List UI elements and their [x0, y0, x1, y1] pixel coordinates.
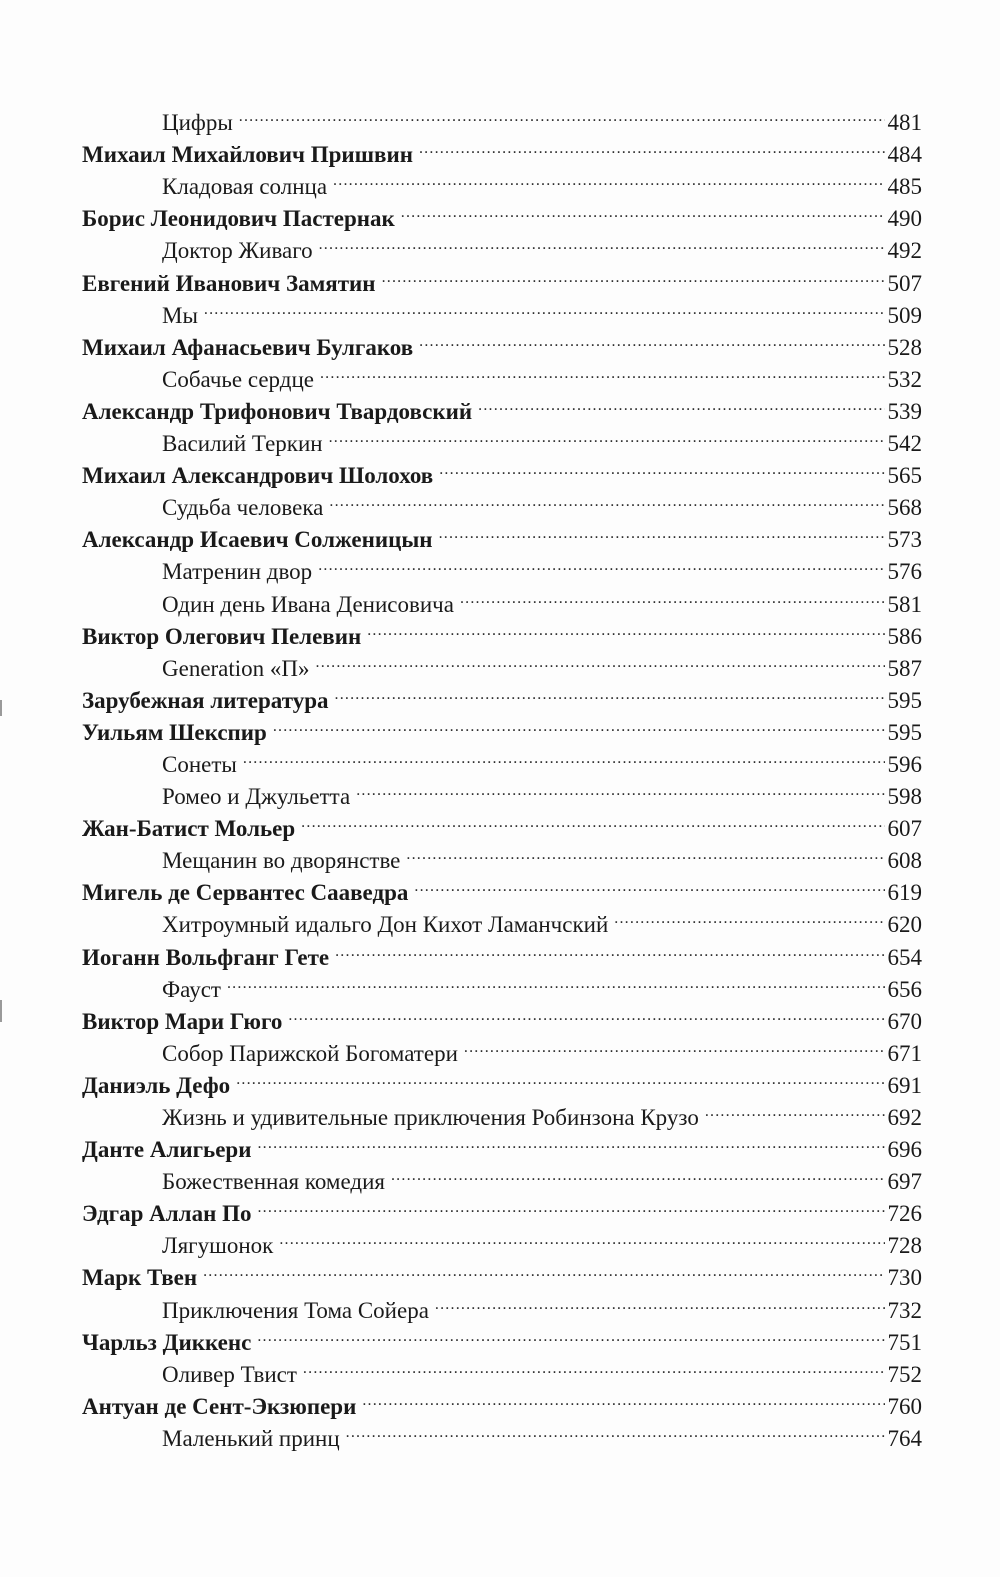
- entry-page-number: 608: [887, 848, 922, 874]
- entry-title: Мы: [162, 302, 198, 328]
- entry-title: Александр Исаевич Солженицын: [82, 527, 433, 553]
- entry-page-number: 576: [887, 559, 922, 585]
- entry-title: Судьба человека: [162, 495, 324, 521]
- entry-page-number: 620: [887, 912, 922, 938]
- entry-title: Уильям Шекспир: [82, 719, 267, 745]
- entry-title: Доктор Живаго: [162, 238, 313, 264]
- entry-title: Сонеты: [162, 751, 237, 777]
- entry-page-number: 587: [887, 655, 922, 681]
- entry-page-number: 581: [887, 591, 922, 617]
- entry-title: Виктор Олегович Пелевин: [82, 623, 362, 649]
- entry-title: Generation «П»: [162, 655, 310, 681]
- toc-work-entry: [82, 1285, 922, 1323]
- dot-leader: [401, 194, 885, 226]
- entry-title: Хитроумный идальго Дон Кихот Ламанчский: [162, 912, 609, 938]
- entry-title: Михаил Афанасьевич Булгаков: [82, 334, 414, 360]
- dot-leader: [236, 1061, 884, 1093]
- dot-leader: [204, 291, 885, 323]
- dot-leader: [333, 162, 884, 194]
- toc-author-entry: [82, 323, 922, 360]
- entry-page-number: 484: [887, 142, 922, 168]
- entry-page-number: 595: [887, 687, 922, 713]
- dot-leader: [614, 900, 884, 932]
- entry-title: Марк Твен: [82, 1265, 198, 1291]
- entry-title: Евгений Иванович Замятин: [82, 270, 376, 296]
- entry-page-number: 692: [887, 1105, 922, 1130]
- entry-page-number: 760: [887, 1393, 922, 1419]
- entry-page-number: 696: [887, 1137, 922, 1163]
- dot-leader: [439, 515, 885, 547]
- entry-title: Цифры: [162, 110, 233, 136]
- entry-title: Собор Парижской Богоматери: [162, 1040, 458, 1066]
- dot-leader: [419, 130, 885, 162]
- entry-page-number: 490: [887, 206, 922, 232]
- entry-page-number: 691: [887, 1072, 922, 1098]
- entry-page-number: 539: [887, 398, 922, 424]
- entry-page-number: 671: [887, 1040, 922, 1066]
- entry-page-number: 492: [887, 238, 922, 264]
- entry-title: Мигель де Сервантес Сааведра: [82, 880, 409, 906]
- scan-margin-mark: [0, 1000, 2, 1022]
- dot-leader: [419, 323, 884, 355]
- entry-page-number: 697: [887, 1169, 922, 1195]
- entry-title: Александр Трифонович Твардовский: [82, 398, 473, 424]
- dot-leader: [705, 1093, 885, 1125]
- dot-leader: [414, 868, 884, 900]
- entry-page-number: 481: [887, 110, 922, 136]
- toc-author-entry: [82, 1253, 922, 1291]
- entry-title: Иоганн Вольфганг Гете: [82, 944, 330, 970]
- dot-leader: [439, 451, 884, 483]
- dot-leader: [478, 387, 884, 419]
- entry-title: Приключения Тома Сойера: [162, 1297, 429, 1323]
- entry-page-number: 607: [887, 816, 922, 842]
- entry-title: Маленький принц: [162, 1425, 340, 1451]
- dot-leader: [435, 1285, 885, 1317]
- dot-leader: [382, 258, 885, 290]
- entry-page-number: 656: [887, 976, 922, 1002]
- dot-leader: [257, 1318, 884, 1350]
- entry-page-number: 542: [887, 431, 922, 457]
- entry-page-number: 528: [887, 334, 922, 360]
- entry-title: Фауст: [162, 976, 221, 1002]
- dot-leader: [239, 98, 885, 130]
- dot-leader: [362, 1382, 884, 1414]
- toc-work-entry: [82, 291, 922, 328]
- table-of-contents: [82, 98, 922, 1451]
- dot-leader: [320, 355, 885, 387]
- entry-title: Собачье сердце: [162, 366, 314, 392]
- entry-page-number: 565: [887, 463, 922, 489]
- entry-title: Михаил Александрович Шолохов: [82, 463, 434, 489]
- dot-leader: [464, 1029, 885, 1061]
- entry-title: Данте Алигьери: [82, 1137, 252, 1163]
- entry-page-number: 532: [887, 366, 922, 392]
- entry-title: Ромео и Джульетта: [162, 784, 351, 810]
- dot-leader: [335, 932, 884, 964]
- entry-page-number: 485: [887, 174, 922, 200]
- entry-page-number: 595: [887, 719, 922, 745]
- entry-title: Василий Теркин: [162, 431, 323, 457]
- entry-title: Матренин двор: [162, 559, 313, 585]
- entry-title: Виктор Мари Гюго: [82, 1008, 283, 1034]
- dot-leader: [319, 226, 885, 258]
- toc-work-entry: [82, 98, 922, 136]
- dot-leader: [203, 1253, 884, 1285]
- entry-title: Один день Ивана Денисовича: [162, 591, 454, 617]
- entry-page-number: 732: [887, 1297, 922, 1323]
- dot-leader: [227, 965, 885, 997]
- entry-title: Жан-Батист Мольер: [82, 816, 296, 842]
- dot-leader: [356, 772, 884, 804]
- dot-leader: [318, 547, 884, 579]
- dot-leader: [288, 997, 884, 1029]
- dot-leader: [273, 708, 885, 740]
- entry-title: Михаил Михайлович Пришвин: [82, 142, 413, 168]
- dot-leader: [406, 836, 884, 868]
- entry-page-number: 752: [887, 1361, 922, 1387]
- dot-leader: [301, 804, 884, 836]
- dot-leader: [329, 419, 885, 451]
- entry-title: Оливер Твист: [162, 1361, 297, 1387]
- entry-page-number: 728: [887, 1233, 922, 1259]
- dot-leader: [391, 1157, 885, 1189]
- dot-leader: [257, 1189, 884, 1221]
- dot-leader: [367, 612, 884, 644]
- entry-page-number: 726: [887, 1201, 922, 1227]
- entry-page-number: 654: [887, 944, 922, 970]
- entry-title: Мещанин во дворянстве: [162, 848, 401, 874]
- dot-leader: [329, 483, 884, 515]
- entry-title: Эдгар Аллан По: [82, 1201, 252, 1227]
- entry-page-number: 586: [887, 623, 922, 649]
- entry-page-number: 730: [887, 1265, 922, 1291]
- entry-title: Зарубежная литература: [82, 687, 329, 713]
- dot-leader: [460, 579, 885, 611]
- entry-title: Божественная комедия: [162, 1169, 385, 1195]
- dot-leader: [243, 740, 885, 772]
- entry-title: Жизнь и удивительные приключения Робинзона Крузо: [162, 1105, 699, 1130]
- entry-title: Борис Леонидович Пастернак: [82, 206, 395, 232]
- entry-page-number: 764: [887, 1425, 922, 1451]
- entry-title: Антуан де Сент-Экзюпери: [82, 1393, 357, 1419]
- entry-page-number: 509: [887, 302, 922, 328]
- entry-page-number: 596: [887, 751, 922, 777]
- dot-leader: [316, 644, 885, 676]
- entry-title: Лягушонок: [162, 1233, 274, 1259]
- entry-page-number: 751: [887, 1329, 922, 1355]
- entry-page-number: 507: [887, 270, 922, 296]
- entry-page-number: 670: [887, 1008, 922, 1034]
- dot-leader: [303, 1350, 885, 1382]
- entry-page-number: 573: [887, 527, 922, 553]
- dot-leader: [257, 1125, 884, 1157]
- dot-leader: [346, 1414, 885, 1446]
- scan-margin-mark: [0, 700, 2, 716]
- entry-page-number: 568: [887, 495, 922, 521]
- entry-title: Даниэль Дефо: [82, 1072, 231, 1098]
- entry-title: Чарльз Диккенс: [82, 1329, 252, 1355]
- entry-title: Кладовая солнца: [162, 174, 328, 200]
- dot-leader: [335, 676, 885, 708]
- dot-leader: [279, 1221, 884, 1253]
- entry-page-number: 619: [887, 880, 922, 906]
- entry-page-number: 598: [887, 784, 922, 810]
